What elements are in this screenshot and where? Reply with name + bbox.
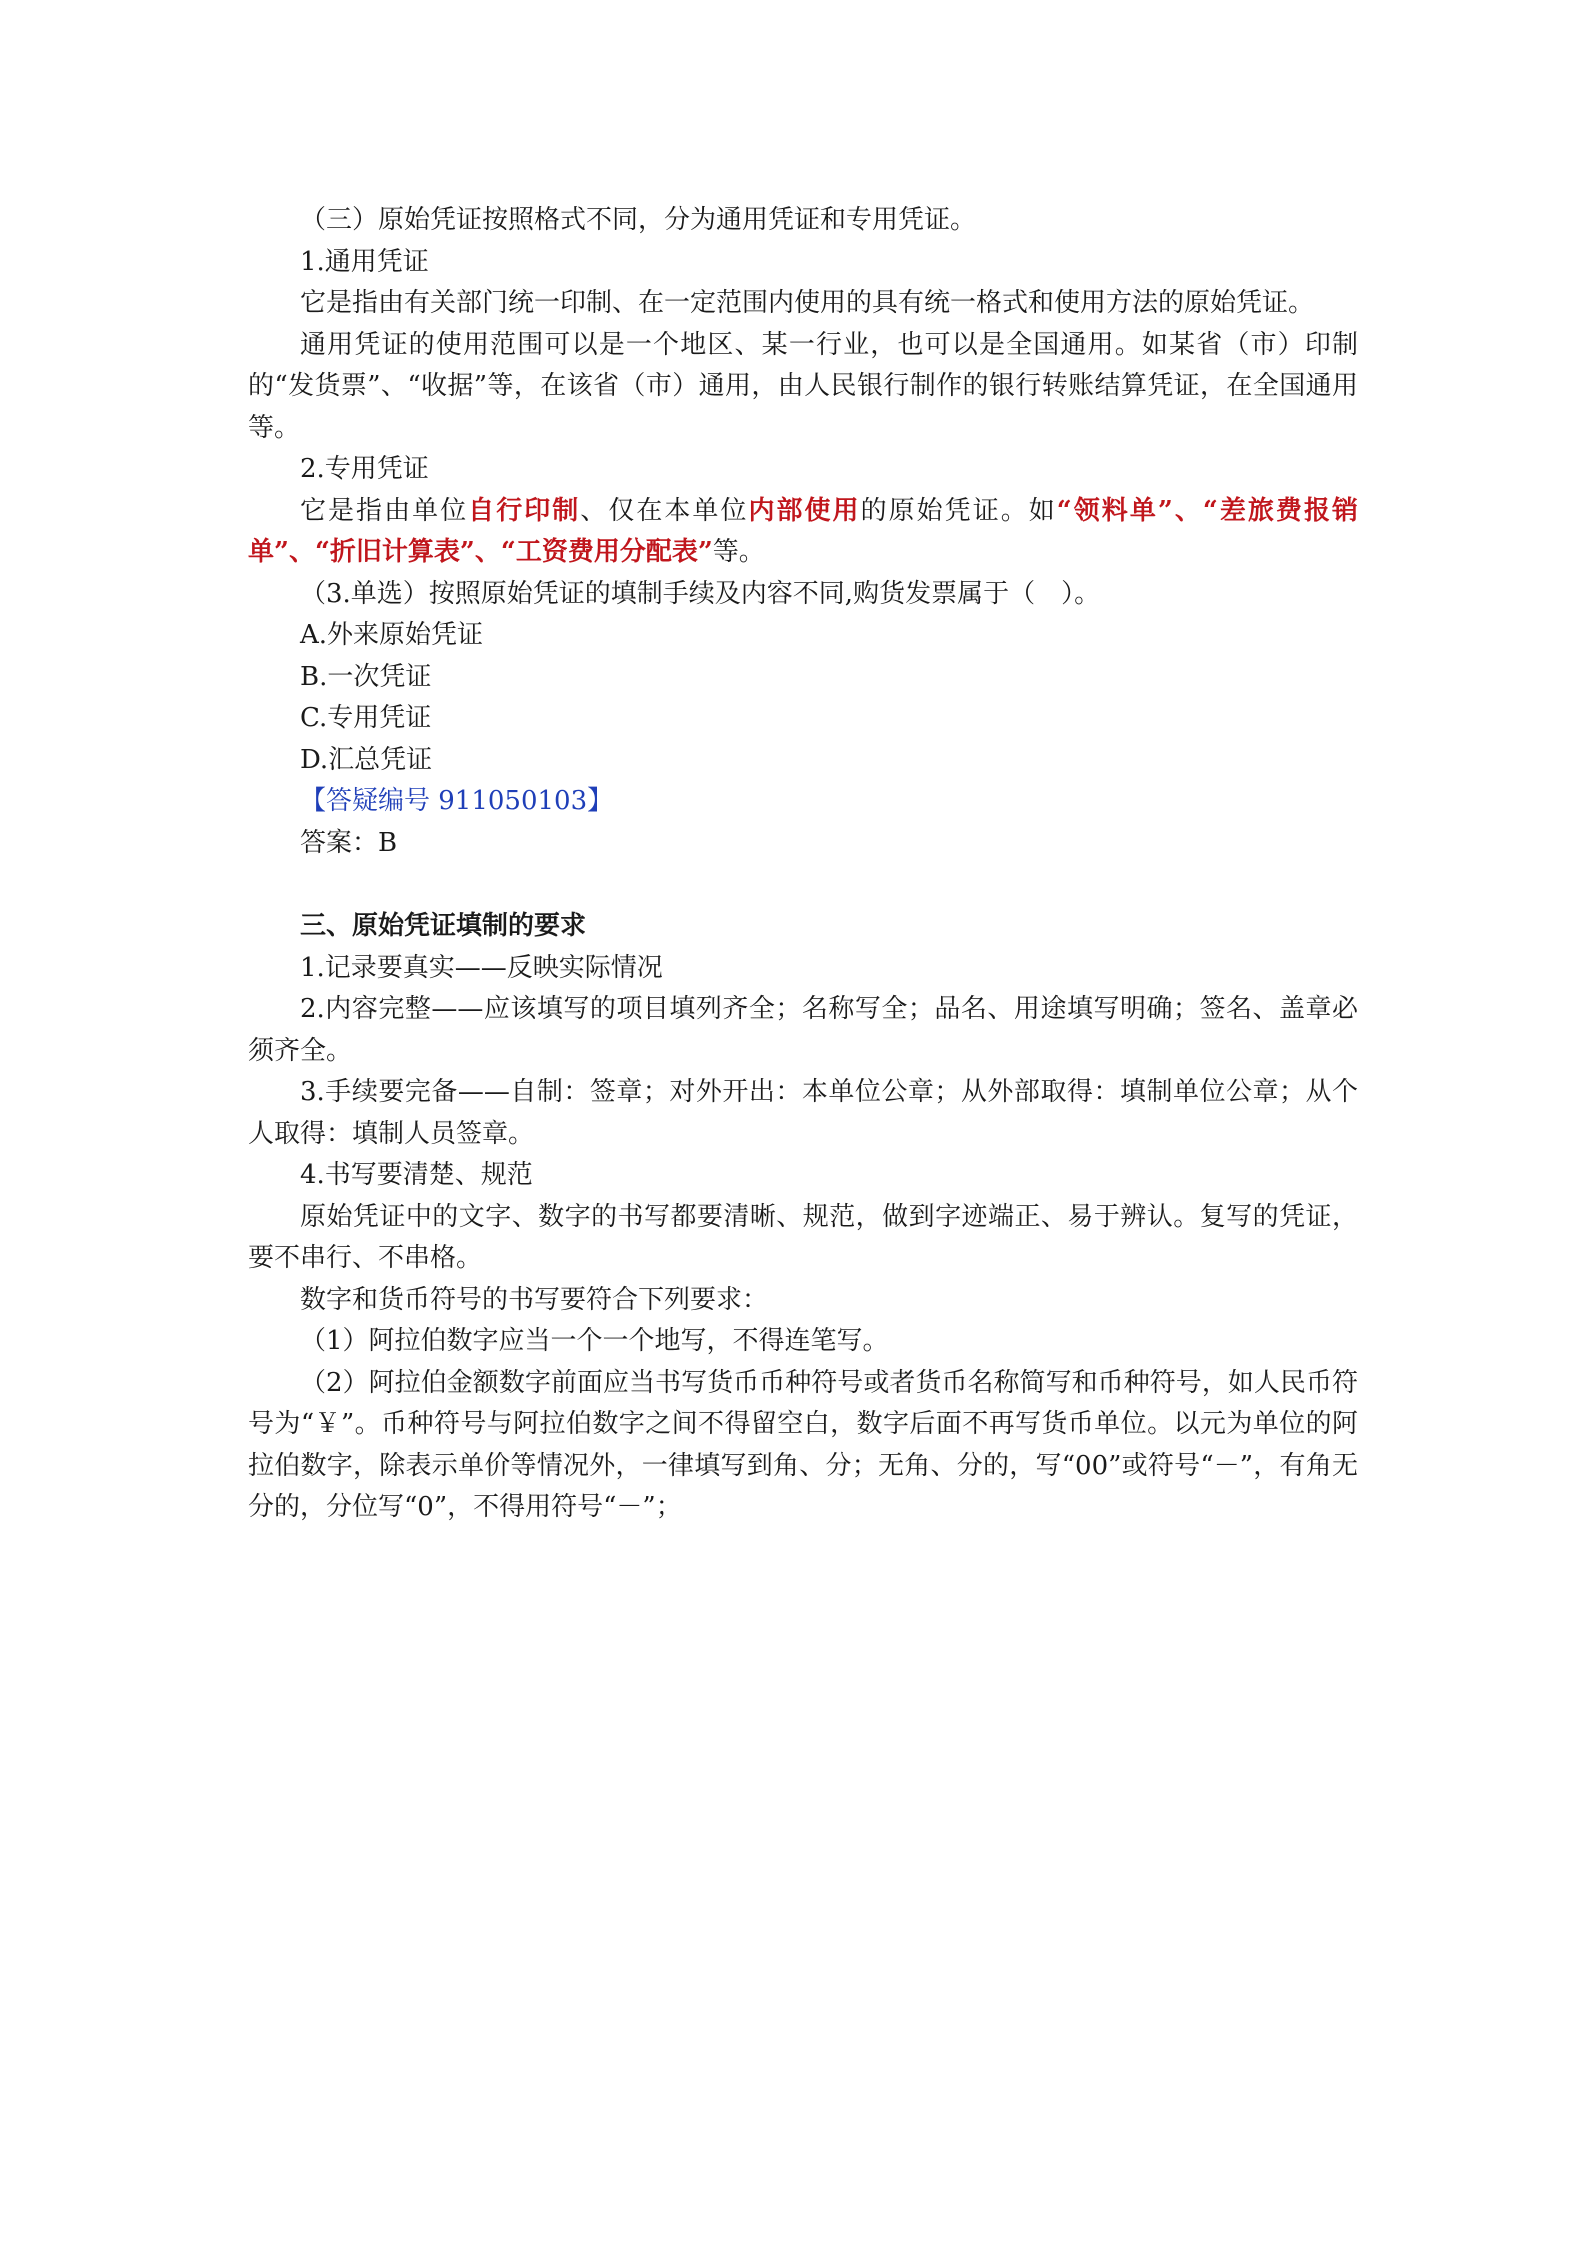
- item-heading: 1.通用凭证: [300, 246, 429, 277]
- text-run: 的原始凭证。如: [860, 495, 1057, 526]
- paragraph: 原始凭证中的文字、数字的书写都要清晰、规范，做到字迹端正、易于辨认。复写的凭证，要不串行、不串格。: [248, 1201, 1358, 1273]
- question-option-a: A.外来原始凭证: [300, 620, 484, 650]
- requirement-item: 4.书写要清楚、规范: [300, 1160, 533, 1190]
- item-heading: 2.专用凭证: [300, 454, 429, 484]
- emphasis-text: 自行印制: [468, 495, 581, 526]
- requirement-item: 3.手续要完备——自制：签章；对外开出：本单位公章；从外部取得：填制单位公章；从个人取得：填制人员签章。: [248, 1077, 1358, 1149]
- requirement-item: 1.记录要真实——反映实际情况: [300, 952, 663, 983]
- section-subtitle: （三）原始凭证按照格式不同，分为通用凭证和专用凭证。: [300, 205, 977, 235]
- question-option-c: C.专用凭证: [300, 703, 432, 733]
- document-body: [248, 200, 1358, 1529]
- question-option-b: B.一次凭证: [300, 661, 432, 692]
- paragraph-with-emphasis: [248, 491, 1358, 574]
- paragraph: 它是指由有关部门统一印制、在一定范围内使用的具有统一格式和使用方法的原始凭证。: [300, 288, 1315, 318]
- emphasis-text: 内部使用: [748, 495, 861, 526]
- section-heading: 三、原始凭证填制的要求: [300, 911, 587, 941]
- requirement-item: 2.内容完整——应该填写的项目填列齐全；名称写全；品名、用途填写明确；签名、盖章必须齐全。: [248, 994, 1358, 1066]
- question-option-d: D.汇总凭证: [300, 744, 433, 775]
- spacer: [248, 864, 1358, 906]
- paragraph: 数字和货币符号的书写要符合下列要求：: [300, 1284, 769, 1315]
- numbered-rule: （1）阿拉伯数字应当一个一个地写，不得连笔写。: [300, 1326, 889, 1356]
- text-run: 、仅在本单位: [580, 495, 749, 526]
- question-reference-number: 【答疑编号 911050103】: [300, 786, 614, 816]
- question-stem: （3.单选）按照原始凭证的填制手续及内容不同,购货发票属于（ ）。: [300, 578, 1101, 609]
- paragraph: 通用凭证的使用范围可以是一个地区、某一行业，也可以是全国通用。如某省（市）印制的“发货票”、“收据”等，在该省（市）通用，由人民银行制作的银行转账结算凭证，在全国通用等。: [248, 329, 1358, 443]
- text-run: 等。: [712, 537, 765, 567]
- emphasis-text: “领料单”、“差旅费报销单”、“折旧计算表”、“工资费用分配表”: [248, 495, 1358, 567]
- numbered-rule: （2）阿拉伯金额数字前面应当书写货币币种符号或者货币名称简写和币种符号，如人民币符号为“￥”。币种符号与阿拉伯数字之间不得留空白，数字后面不再写货币单位。以元为单位的阿拉伯数字，除表示单价等情况外，一律填写到角、分；无角、分的，写“00”或符号“－”，有角无分的，分位写“0”，不得用符号“－”；: [248, 1367, 1358, 1522]
- text-run: 它是指由单位: [300, 495, 469, 526]
- question-answer: 答案：B: [300, 827, 398, 858]
